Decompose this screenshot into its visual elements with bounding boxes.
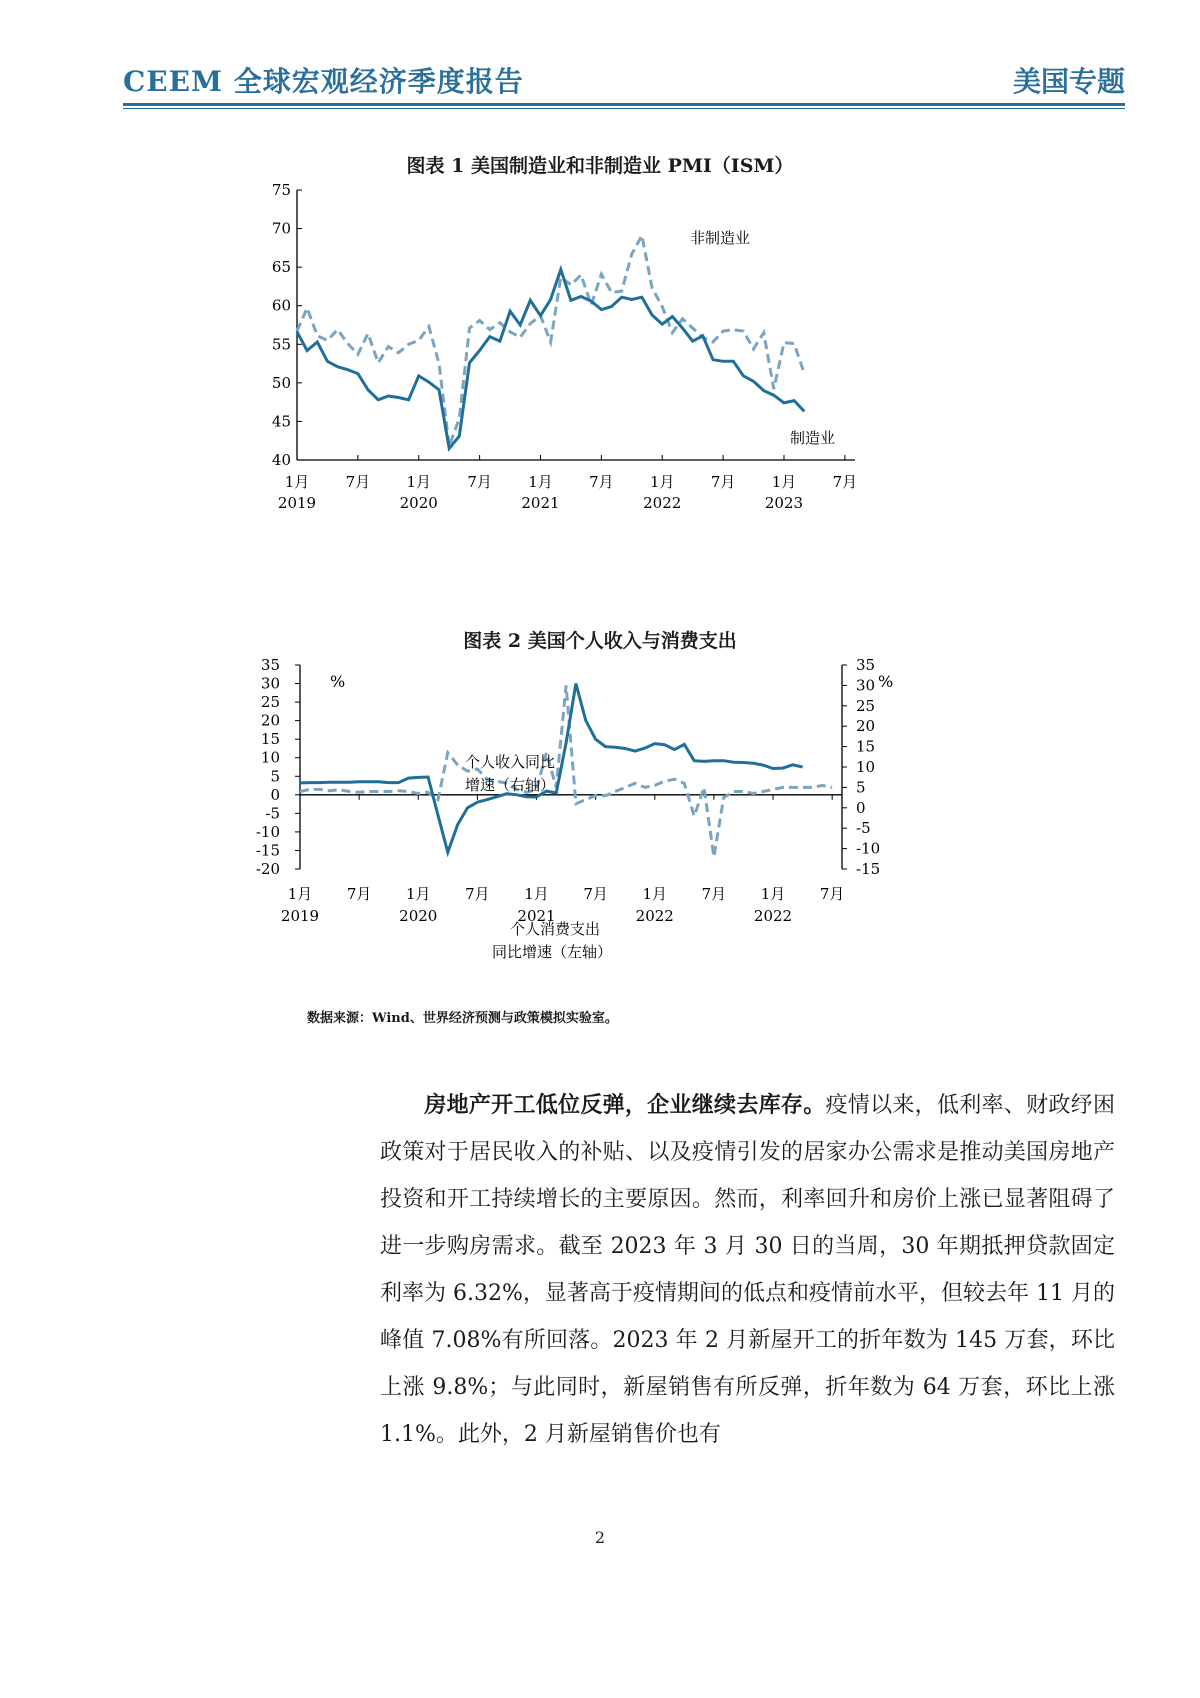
body-paragraph [380, 1082, 1115, 1458]
left-y-tick-label: 20 [260, 711, 280, 730]
x-tick-label: 1月 [284, 473, 310, 491]
left-y-tick-label: 5 [270, 767, 280, 786]
y-tick-label: 60 [271, 296, 291, 315]
x-year-label: 2022 [753, 907, 793, 925]
left-y-tick-label: 35 [260, 656, 280, 674]
x-tick-label: 1月 [760, 885, 786, 903]
right-y-tick-label: 35 [856, 656, 876, 674]
header-rule-thin [123, 108, 1125, 109]
right-y-tick-label: -5 [856, 819, 871, 838]
series-line-manufacturing [297, 270, 804, 449]
left-y-tick-label: 15 [260, 730, 280, 749]
series-line-non-manufacturing [297, 236, 804, 447]
left-y-tick-label: 0 [270, 785, 280, 804]
y-tick-label: 40 [271, 451, 291, 469]
x-tick-label: 1月 [642, 885, 668, 903]
annotation-non-manufacturing: 非制造业 [690, 229, 751, 247]
right-axis-unit: % [878, 672, 894, 691]
right-y-tick-label: 10 [856, 758, 876, 776]
right-y-tick-label: 20 [856, 717, 876, 736]
right-y-tick-label: 5 [856, 778, 866, 797]
x-year-label: 2019 [277, 494, 317, 512]
y-tick-label: 65 [271, 258, 291, 277]
x-tick-label: 7月 [345, 473, 371, 491]
y-tick-label: 75 [271, 181, 291, 199]
y-tick-label: 70 [271, 219, 291, 238]
left-axis-unit: % [330, 672, 346, 691]
figure2-title: 图表 2 美国个人收入与消费支出 [463, 630, 737, 652]
x-tick-label: 1月 [287, 885, 313, 903]
left-y-tick-label: -15 [255, 841, 280, 860]
x-year-label: 2021 [517, 907, 556, 925]
right-y-tick-label: 15 [856, 737, 876, 756]
left-y-tick-label: -5 [265, 804, 280, 823]
x-tick-label: 1月 [524, 885, 549, 903]
left-y-tick-label: 30 [260, 674, 280, 693]
paragraph-lead: 房地产开工低位反弹，企业继续去库存。 [424, 1092, 826, 1118]
x-tick-label: 7月 [467, 473, 492, 491]
left-y-tick-label: -10 [255, 822, 280, 841]
right-y-tick-label: 30 [856, 676, 876, 695]
annotation-manufacturing: 制造业 [790, 429, 836, 447]
pmi-chart [270, 181, 970, 575]
x-tick-label: 7月 [589, 473, 614, 491]
figure1-title: 图表 1 美国制造业和非制造业 PMI（ISM） [406, 155, 794, 177]
page-number: 2 [594, 1528, 606, 1547]
right-y-tick-label: -15 [856, 860, 881, 878]
x-year-label: 2021 [521, 494, 560, 512]
topic-label: 美国专题 [1012, 65, 1125, 98]
right-y-tick-label: 0 [856, 798, 866, 817]
x-tick-label: 1月 [405, 885, 431, 903]
x-year-label: 2020 [399, 907, 438, 925]
x-tick-label: 1月 [649, 473, 675, 491]
left-y-tick-label: -20 [255, 860, 280, 878]
left-y-tick-label: 25 [260, 693, 280, 712]
annotation-income-line2: 增速（右轴） [465, 776, 556, 794]
x-tick-label: 7月 [819, 885, 845, 903]
report-title: CEEM 全球宏观经济季度报告 [123, 65, 524, 98]
x-tick-label: 7月 [832, 473, 858, 491]
x-year-label: 2019 [280, 907, 320, 925]
data-source: 数据来源：Wind、世界经济预测与政策模拟实验室。 [307, 1011, 618, 1026]
x-year-label: 2023 [764, 494, 804, 512]
x-year-label: 2022 [635, 907, 674, 925]
annotation-consumption-line1: 个人消费支出 [510, 920, 601, 938]
x-tick-label: 7月 [701, 885, 727, 903]
left-y-tick-label: 10 [260, 748, 280, 767]
series-line-personal-income [300, 685, 832, 856]
paragraph-body: 疫情以来，低利率、财政纾困政策对于居民收入的补贴、以及疫情引发的居家办公需求是推动美国房地产投资和开工持续增长的主要原因。然而，利率回升和房价上涨已显著阻碍了进一步购房需求。截至 2023 年 3 月 30 日的当周，30 年期抵押贷款固定利率为 6.32%，显著高于疫情期间的低点和疫情前水平，但较去年 11 月的峰值 7.08%有所回落。2023 年 2 月新屋开工的折年数为 145 万套，环比上涨 9.8%；与此同时，新屋销售有所反弹，折年数为 64 万套，环比上涨 1.1%。此外，2 月新屋销售价也有 [380, 1093, 1115, 1447]
x-year-label: 2022 [643, 494, 682, 512]
x-tick-label: 7月 [710, 473, 736, 491]
annotation-income-line1: 个人收入同比 [465, 753, 556, 771]
x-tick-label: 1月 [406, 473, 432, 491]
annotation-consumption-line2: 同比增速（左轴） [492, 943, 613, 961]
x-tick-label: 1月 [771, 473, 797, 491]
header-rule [123, 103, 1125, 106]
income-consumption-chart [255, 656, 970, 1010]
right-y-tick-label: -10 [856, 839, 881, 858]
y-tick-label: 45 [271, 412, 291, 431]
right-y-tick-label: 25 [856, 696, 876, 715]
y-tick-label: 50 [271, 373, 291, 392]
x-tick-label: 7月 [465, 885, 490, 903]
x-tick-label: 7月 [583, 885, 608, 903]
x-tick-label: 1月 [528, 473, 553, 491]
y-tick-label: 55 [271, 335, 291, 354]
x-year-label: 2020 [399, 494, 438, 512]
x-tick-label: 7月 [346, 885, 372, 903]
